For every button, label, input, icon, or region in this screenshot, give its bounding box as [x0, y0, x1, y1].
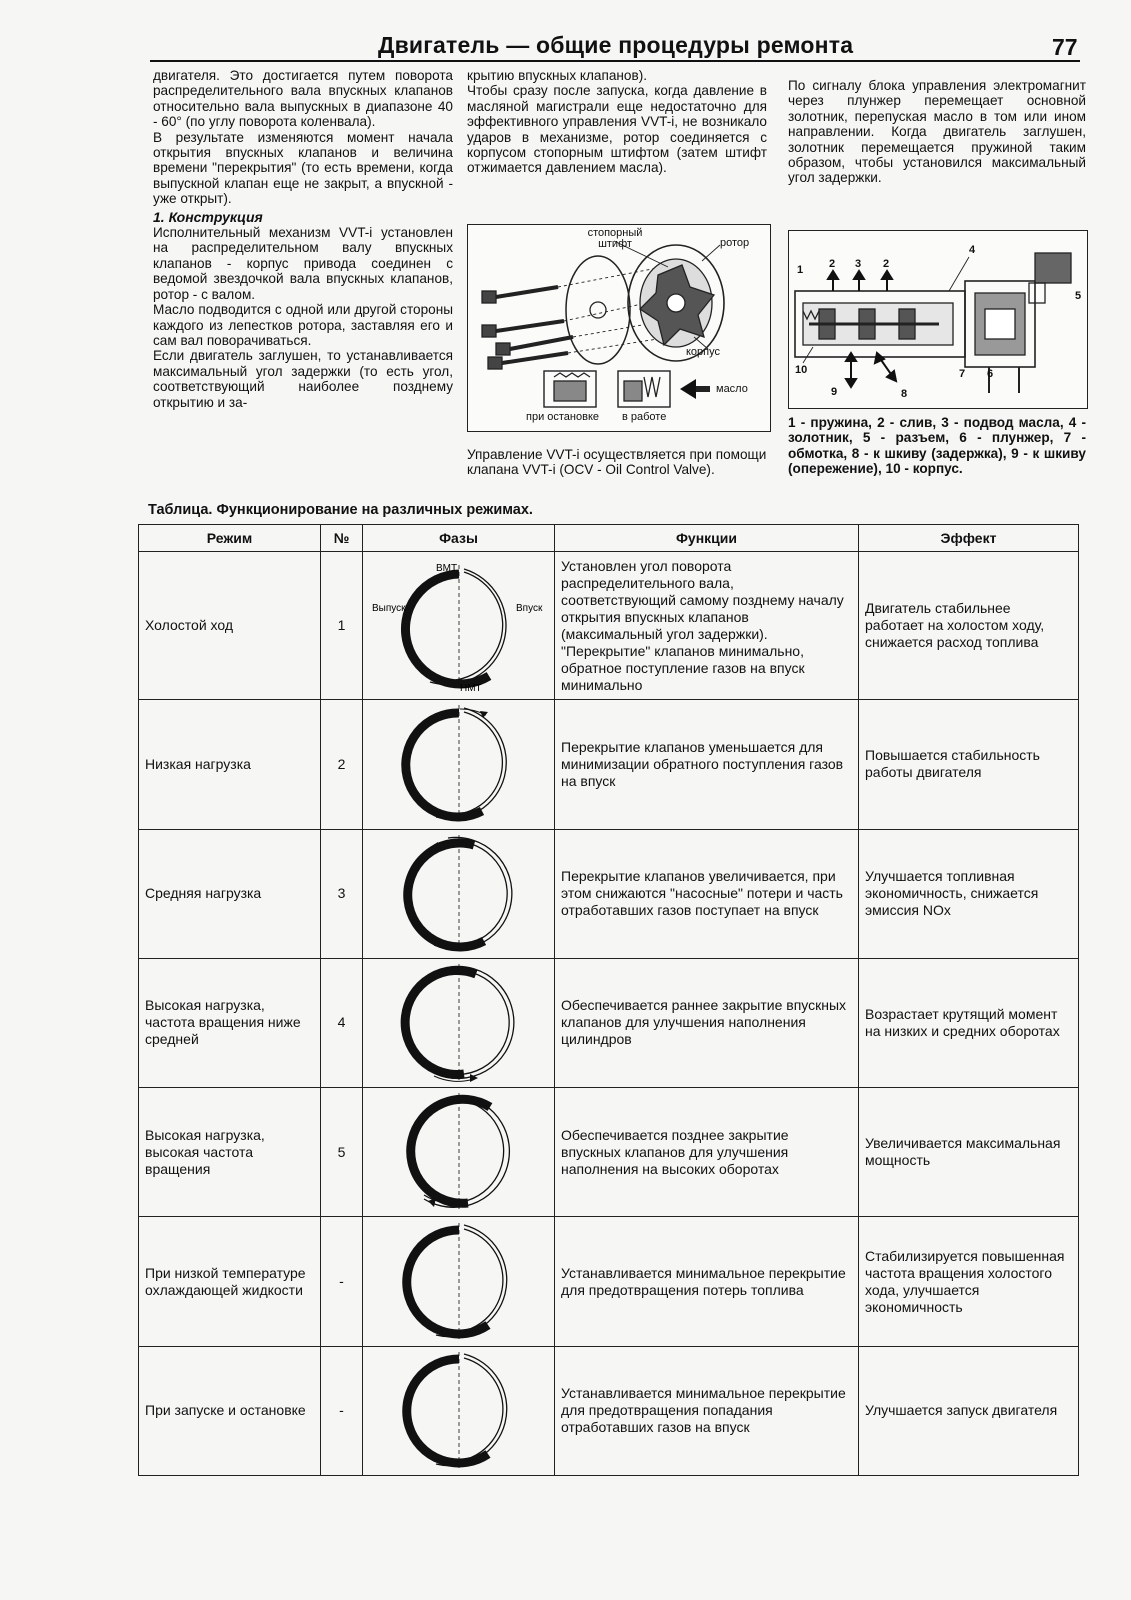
paragraph: В результате изменяются момент начала открытия впускных клапанов и величина времени "перекрытия" (то есть времени, когда выпускной клапан еще не закрыт, а впускной - уже открыт). — [153, 129, 453, 207]
table-row — [139, 552, 1079, 700]
text-column-2 — [467, 68, 767, 176]
callout-1: 1 — [797, 264, 804, 276]
valve-timing-diagram — [364, 1350, 554, 1472]
paragraph: Если двигатель заглушен, то устанавливается максимальный угол задержки (то есть угол, соответствующий наиболее позднему открытию и за- — [153, 348, 453, 410]
callout-3: 3 — [855, 258, 862, 270]
callout-10: 10 — [795, 364, 808, 376]
callout-5: 5 — [1075, 290, 1082, 302]
bolt-icon — [482, 321, 564, 337]
label-in-operation: в работе — [622, 411, 667, 423]
label-rotor: ротор — [720, 237, 750, 249]
cell-effect: Улучшается запуск двигателя — [859, 1346, 1079, 1475]
callout-2a: 2 — [829, 258, 836, 270]
cell-phase-diagram — [363, 1217, 555, 1346]
table-row — [139, 1088, 1079, 1217]
vvt-actuator-drawing — [468, 225, 770, 431]
paragraph: двигателя. Это достигается путем поворота распределительного вала впускных клапанов относительно вала выпускных в диапазоне 40 - 60° (по углу поворота коленвала). — [153, 68, 453, 130]
cell-mode: При запуске и остановке — [139, 1346, 321, 1475]
callout-4: 4 — [969, 244, 976, 256]
label-intake: Впуск — [515, 602, 542, 614]
bolt-icon — [482, 287, 558, 303]
cell-effect: Возрастает крутящий момент на низких и средних оборотах — [859, 958, 1079, 1087]
callout-2b: 2 — [883, 258, 890, 270]
cell-mode: Средняя нагрузка — [139, 829, 321, 958]
header-effect: Эффект — [859, 525, 1079, 552]
cell-phase-diagram — [363, 700, 555, 829]
table-row — [139, 700, 1079, 829]
label-on-stop: при остановке — [526, 411, 600, 423]
text-column-3 — [788, 78, 1086, 186]
text-column-1 — [153, 68, 453, 410]
figure2-legend: 1 - пружина, 2 - слив, 3 - подвод масла, 4 - золотник, 5 - разъем, 6 - плунжер, 7 - обмотка, 8 - к шкиву (задержка), 9 - к шкиву (опережение), 10 - корпус. — [788, 415, 1086, 477]
cell-effect: Двигатель стабильнее работает на холостом ходу, снижается расход топлива — [859, 552, 1079, 700]
table-header-row — [139, 525, 1079, 552]
paragraph: крытию впускных клапанов). — [467, 68, 647, 83]
label-locking-pin: стопорный штифт — [587, 227, 643, 250]
cell-effect: Улучшается топливная экономичность, снижается эмиссия NOx — [859, 829, 1079, 958]
header-mode: Режим — [139, 525, 321, 552]
header-rule — [150, 60, 1080, 62]
header-phases: Фазы — [363, 525, 555, 552]
cell-phase-diagram — [363, 1346, 555, 1475]
cell-phase-diagram — [363, 1088, 555, 1217]
cell-phase-diagram — [363, 829, 555, 958]
label-bdc: НМТ — [459, 682, 482, 691]
valve-timing-diagram — [364, 561, 554, 691]
callout-6: 6 — [987, 368, 994, 380]
table-caption: Таблица. Функционирование на различных режимах. — [148, 502, 533, 518]
modes-table — [138, 524, 1079, 1476]
header-functions: Функции — [555, 525, 859, 552]
cell-function: Перекрытие клапанов уменьшается для минимизации обратного поступления газов на впуск — [555, 700, 859, 829]
cell-number: 5 — [321, 1088, 363, 1217]
table-row — [139, 1217, 1079, 1346]
paragraph: Масло подводится с одной или другой стороны каждого из лепестков ротора, заставляя его и сам вал поворачиваться. — [153, 302, 453, 348]
section-heading: 1. Конструкция — [153, 208, 263, 225]
cell-number: - — [321, 1346, 363, 1475]
cell-number: 4 — [321, 958, 363, 1087]
cell-function: Устанавливается минимальное перекрытие для предотвращения потерь топлива — [555, 1217, 859, 1346]
label-oil: масло — [716, 383, 748, 395]
ocv-valve-figure — [788, 230, 1088, 409]
cell-mode: Высокая нагрузка, частота вращения ниже средней — [139, 958, 321, 1087]
valve-timing-diagram — [364, 1091, 554, 1213]
label-exhaust: Выпуск — [371, 602, 406, 614]
cell-mode: Высокая нагрузка, высокая частота вращения — [139, 1088, 321, 1217]
cell-function: Обеспечивается позднее закрытие впускных клапанов для улучшения наполнения на высоких оборотах — [555, 1088, 859, 1217]
table-row — [139, 829, 1079, 958]
callout-9: 9 — [831, 386, 838, 398]
cell-phase-diagram — [363, 552, 555, 700]
page-number: 77 — [1052, 34, 1078, 60]
table-row — [139, 1346, 1079, 1475]
cell-function: Установлен угол поворота распределительного вала, соответствующий самому позднему началу открытия впускных клапанов (максимальный угол задержки). "Перекрытие" клапанов минимально, обратное поступление газов на впуск минимально — [555, 552, 859, 700]
cell-function: Перекрытие клапанов увеличивается, при этом снижаются "насосные" потери и часть отработавших газов поступает на впуск — [555, 829, 859, 958]
cell-phase-diagram — [363, 958, 555, 1087]
callout-7: 7 — [959, 368, 966, 380]
page-title: Двигатель — общие процедуры ремонта — [378, 32, 854, 58]
valve-timing-diagram — [364, 703, 554, 825]
cell-function: Устанавливается минимальное перекрытие для предотвращения попадания отработавших газов на впуск — [555, 1346, 859, 1475]
table-row — [139, 958, 1079, 1087]
vvt-actuator-figure — [467, 224, 771, 432]
paragraph: Исполнительный механизм VVT-i установлен на распределительном валу впускных клапанов - корпус привода соединен с ведомой звездочкой вала впускных клапанов, ротор - с валом. — [153, 225, 453, 302]
cell-number: - — [321, 1217, 363, 1346]
header-number: № — [321, 525, 363, 552]
label-housing: корпус — [686, 346, 721, 358]
cell-mode: Низкая нагрузка — [139, 700, 321, 829]
figure1-caption: Управление VVT-i осуществляется при помощи клапана VVT-i (OCV - Oil Control Valve). — [467, 447, 767, 478]
callout-8: 8 — [901, 388, 908, 400]
label-tdc: ВМТ — [435, 562, 457, 574]
cell-effect: Увеличивается максимальная мощность — [859, 1088, 1079, 1217]
paragraph: По сигналу блока управления электромагнит через плунжер перемещает основной золотник, перепуская масло в том или ином направлении. Когда двигатель заглушен, золотник перемещается пружиной таким образом, чтобы установился максимальный угол задержки. — [788, 78, 1086, 186]
valve-timing-diagram — [364, 1221, 554, 1343]
cell-effect: Повышается стабильность работы двигателя — [859, 700, 1079, 829]
cell-effect: Стабилизируется повышенная частота вращения холостого хода, улучшается экономичность — [859, 1217, 1079, 1346]
cell-mode: Холостой ход — [139, 552, 321, 700]
cell-number: 3 — [321, 829, 363, 958]
cell-mode: При низкой температуре охлаждающей жидкости — [139, 1217, 321, 1346]
paragraph: Чтобы сразу после запуска, когда давление в масляной магистрали еще недостаточно для эффективного управления VVT-i, не возникало ударов в механизме, ротор соединяется с корпусом стопорным штифтом (затем штифт отжимается давлением масла). — [467, 83, 767, 176]
valve-timing-diagram — [364, 962, 554, 1084]
cell-function: Обеспечивается раннее закрытие впускных клапанов для улучшения наполнения цилиндров — [555, 958, 859, 1087]
valve-timing-diagram — [364, 833, 554, 955]
cell-number: 2 — [321, 700, 363, 829]
cell-number: 1 — [321, 552, 363, 700]
